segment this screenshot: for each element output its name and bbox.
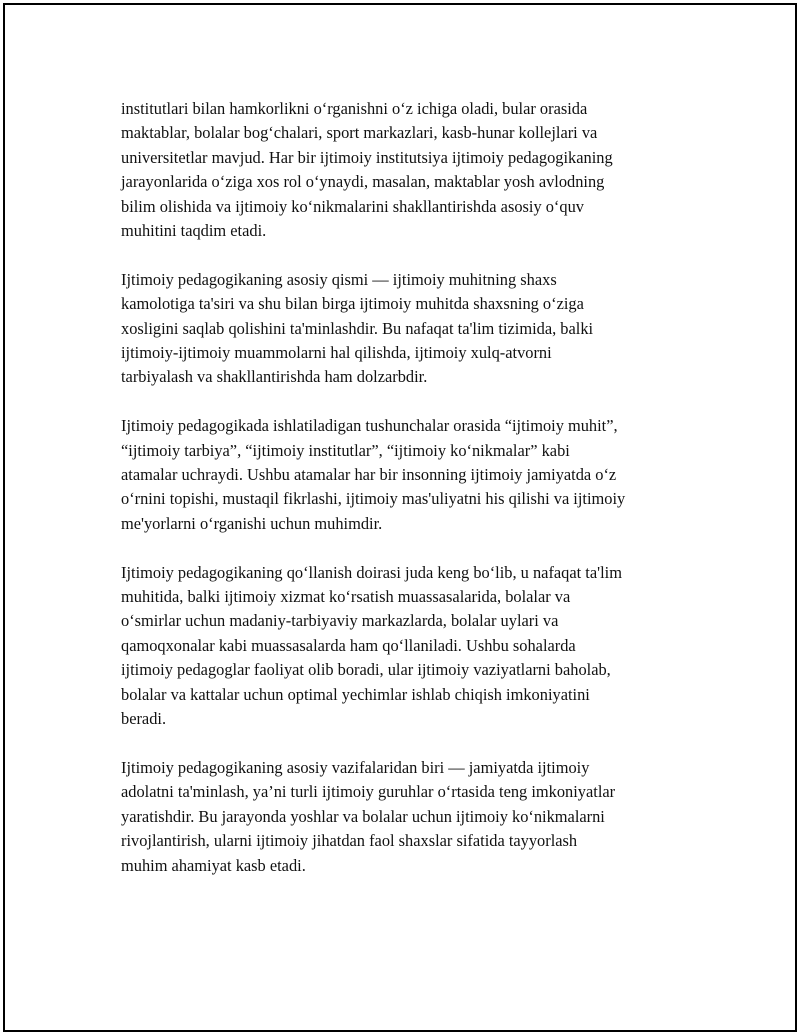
- page-frame: [3, 3, 797, 1032]
- document-body: [121, 97, 696, 902]
- paragraph-main-part: Ijtimoiy pedagogikaning asosiy qismi — ijtimoiy muhitning shaxs kamolotiga ta'siri va shu bilan birga ijtimoiy muhitda shaxsning o‘ziga xosligini saqlab qolishini ta'minlashdir. Bu nafaqat ta'lim tizimida, balki ijtimoiy-ijtimoiy muammolarni hal qilishda, ijtimoiy xulq-atvorni tarbiyalash va shakllantirishda ham dolzarbdir.: [121, 269, 594, 387]
- paragraph-application-scope: Ijtimoiy pedagogikaning qo‘llanish doirasi juda keng bo‘lib, u nafaqat ta'lim muhitida, balki ijtimoiy xizmat ko‘rsatish muassasalarida, bolalar va o‘smirlar uchun madaniy-tarbiyaviy markazlarda, bolalar uylari va qamoqxonalar kabi muassasalarda ham qo‘llaniladi. Ushbu sohalarda ijtimoiy pedagoglar faoliyat olib boradi, ular ijtimoiy vaziyatlarni baholab, bolalar va kattalar uchun optimal yechimlar ishlab chiqish imkoniyatini beradi.: [121, 562, 622, 729]
- paragraph-main-tasks: Ijtimoiy pedagogikaning asosiy vazifalaridan biri — jamiyatda ijtimoiy adolatni ta'minlash, ya’ni turli ijtimoiy guruhlar o‘rtasida teng imkoniyatlar yaratishdir. Bu jarayonda yoshlar va bolalar uchun ijtimoiy ko‘nikmalarni rivojlantirish, ularni ijtimoiy jihatdan faol shaxslar sifatida tayyorlash muhim ahamiyat kasb etadi.: [121, 757, 616, 875]
- paragraph-concepts: Ijtimoiy pedagogikada ishlatiladigan tushunchalar orasida “ijtimoiy muhit”, “ijtimoiy tarbiya”, “ijtimoiy institutlar”, “ijtimoiy ko‘nikmalar” kabi atamalar uchraydi. Ushbu atamalar har bir insonning ijtimoiy jamiyatda o‘z o‘rnini topishi, mustaqil fikrlashi, ijtimoiy mas'uliyatni his qilishi va ijtimoiy me'yorlarni o‘rganishi uchun muhimdir.: [121, 416, 626, 533]
- paragraph-institutions: institutlari bilan hamkorlikni o‘rganishni o‘z ichiga oladi, bular orasida maktablar, bolalar bog‘chalari, sport markazlari, kasb-hunar kollejlari va universitetlar mavjud. Har bir ijtimoiy institutsiya ijtimoiy pedagogikaning jarayonlarida o‘ziga xos rol o‘ynaydi, masalan, maktablar yosh avlodning bilim olishida va ijtimoiy ko‘nikmalarini shakllantirishda asosiy o‘quv muhitini taqdim etadi.: [121, 99, 613, 241]
